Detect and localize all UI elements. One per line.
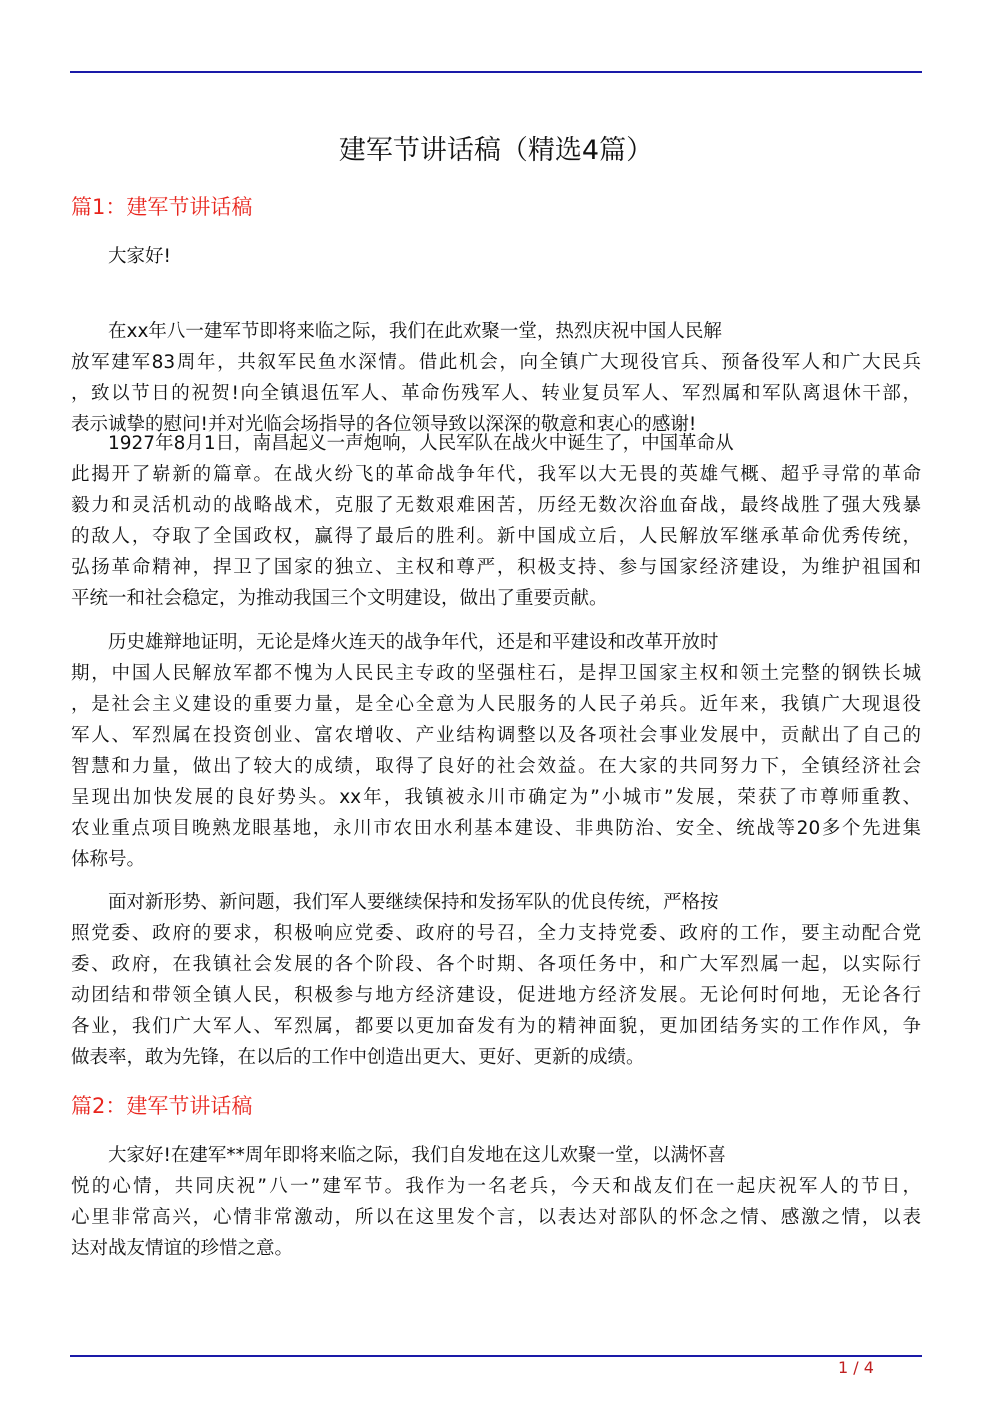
paragraph-line: ，致以节日的祝贺!向全镇退伍军人、革命伤残军人、转业复员军人、军烈属和军队离退休干部， — [71, 383, 921, 404]
paragraph-line: 委、政府，在我镇社会发展的各个阶段、各个时期、各项任务中，和广大军烈属一起，以实际行 — [71, 954, 921, 975]
section-heading-2: 篇2：建军节讲话稿 — [71, 1094, 253, 1118]
paragraph-line: 历史雄辩地证明，无论是烽火连天的战争年代，还是和平建设和改革开放时 — [108, 632, 719, 653]
paragraph-line: 表示诚挚的慰问!并对光临会场指导的各位领导致以深深的敬意和衷心的感谢! — [71, 414, 697, 435]
paragraph-line: 面对新形势、新问题，我们军人要继续保持和发扬军队的优良传统，严格按 — [108, 892, 719, 913]
paragraph-line: 弘扬革命精神，捍卫了国家的独立、主权和尊严，积极支持、参与国家经济建设，为维护祖国和 — [71, 557, 921, 578]
paragraph-line: 做表率，敢为先锋，在以后的工作中创造出更大、更好、更新的成绩。 — [71, 1047, 645, 1068]
paragraph-line: 动团结和带领全镇人民，积极参与地方经济建设，促进地方经济发展。无论何时何地，无论各行 — [71, 985, 921, 1006]
paragraph-line: 农业重点项目晚熟龙眼基地，永川市农田水利基本建设、非典防治、安全、统战等20多个先进集 — [71, 818, 921, 839]
paragraph — [71, 1140, 921, 1264]
paragraph-line: 体称号。 — [71, 849, 146, 870]
paragraph-line: 此揭开了崭新的篇章。在战火纷飞的革命战争年代，我军以大无畏的英雄气概、超乎寻常的革命 — [71, 464, 921, 485]
paragraph-line: 平统一和社会稳定，为推动我国三个文明建设，做出了重要贡献。 — [71, 588, 608, 609]
paragraph-line: ，是社会主义建设的重要力量，是全心全意为人民服务的人民子弟兵。近年来，我镇广大现退役 — [71, 694, 921, 715]
section-heading-1: 篇1：建军节讲话稿 — [71, 195, 253, 219]
paragraph-line: 毅力和灵活机动的战略战术，克服了无数艰难困苦，历经无数次浴血奋战，最终战胜了强大残暴 — [71, 495, 921, 516]
paragraph — [71, 428, 921, 614]
paragraph-line: 在xx年八一建军节即将来临之际，我们在此欢聚一堂，热烈庆祝中国人民解 — [108, 321, 722, 342]
document-title: 建军节讲话稿（精选4篇） — [338, 135, 654, 166]
paragraph-line: 悦的心情，共同庆祝”八一”建军节。我作为一名老兵，今天和战友们在一起庆祝军人的节日， — [71, 1176, 921, 1197]
paragraph-line: 大家好!在建军**周年即将来临之际，我们自发地在这儿欢聚一堂，以满怀喜 — [108, 1145, 726, 1166]
paragraph — [71, 627, 921, 875]
page-number: 1 / 4 — [838, 1358, 874, 1377]
paragraph-line: 放军建军83周年，共叙军民鱼水深情。借此机会，向全镇广大现役官兵、预备役军人和广大民兵 — [71, 352, 921, 373]
paragraph-line: 大家好! — [108, 246, 171, 267]
paragraph-line: 1927年8月1日，南昌起义一声炮响，人民军队在战火中诞生了，中国革命从 — [108, 433, 734, 454]
paragraph-line: 心里非常高兴，心情非常激动，所以在这里发个言，以表达对部队的怀念之情、感激之情，以表 — [71, 1207, 921, 1228]
paragraph-line: 期，中国人民解放军都不愧为人民民主专政的坚强柱石，是捍卫国家主权和领土完整的钢铁长城 — [71, 663, 921, 684]
paragraph-line: 的敌人，夺取了全国政权，赢得了最后的胜利。新中国成立后，人民解放军继承革命优秀传统， — [71, 526, 921, 547]
header-rule — [70, 71, 922, 73]
paragraph-line: 军人、军烈属在投资创业、富农增收、产业结构调整以及各项社会事业发展中，贡献出了自己的 — [71, 725, 921, 746]
paragraph-line: 智慧和力量，做出了较大的成绩，取得了良好的社会效益。在大家的共同努力下，全镇经济社会 — [71, 756, 921, 777]
paragraph-line: 达对战友情谊的珍惜之意。 — [71, 1238, 294, 1259]
paragraph-greeting — [71, 241, 921, 272]
paragraph-line: 照党委、政府的要求，积极响应党委、政府的号召，全力支持党委、政府的工作，要主动配合党 — [71, 923, 921, 944]
paragraph-line: 呈现出加快发展的良好势头。xx年，我镇被永川市确定为”小城市”发展，荣获了市尊师重教、 — [71, 787, 921, 808]
paragraph — [71, 887, 921, 1073]
footer-rule — [70, 1355, 922, 1357]
paragraph-line: 各业，我们广大军人、军烈属，都要以更加奋发有为的精神面貌，更加团结务实的工作作风，争 — [71, 1016, 921, 1037]
paragraph — [71, 316, 921, 440]
